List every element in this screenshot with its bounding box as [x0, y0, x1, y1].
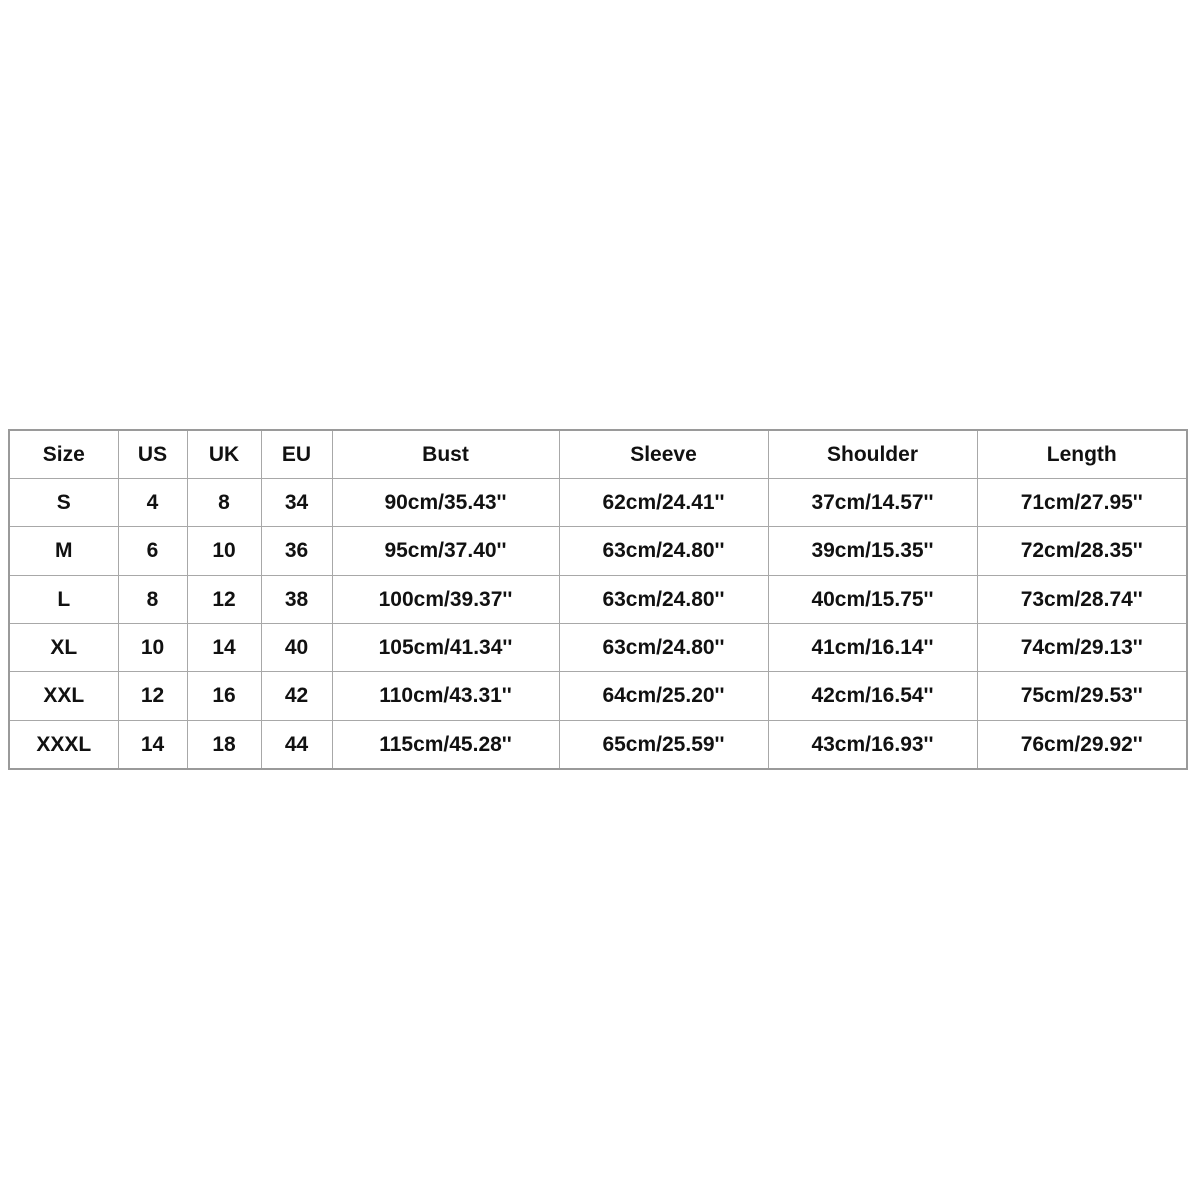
cell-length: 76cm/29.92'' [977, 720, 1187, 769]
header-size: Size [9, 430, 118, 479]
table-row [9, 527, 1187, 575]
cell-uk: 10 [187, 527, 261, 575]
cell-size: XXL [9, 672, 118, 720]
table-header-row [9, 430, 1187, 479]
cell-shoulder: 39cm/15.35'' [768, 527, 977, 575]
header-shoulder: Shoulder [768, 430, 977, 479]
cell-us: 14 [118, 720, 187, 769]
cell-bust: 90cm/35.43'' [332, 479, 559, 527]
header-us: US [118, 430, 187, 479]
cell-eu: 44 [261, 720, 332, 769]
header-bust: Bust [332, 430, 559, 479]
cell-bust: 95cm/37.40'' [332, 527, 559, 575]
cell-sleeve: 62cm/24.41'' [559, 479, 768, 527]
cell-length: 71cm/27.95'' [977, 479, 1187, 527]
cell-size: S [9, 479, 118, 527]
cell-sleeve: 63cm/24.80'' [559, 527, 768, 575]
cell-bust: 100cm/39.37'' [332, 575, 559, 623]
table-row [9, 479, 1187, 527]
header-sleeve: Sleeve [559, 430, 768, 479]
cell-eu: 38 [261, 575, 332, 623]
header-uk: UK [187, 430, 261, 479]
cell-bust: 115cm/45.28'' [332, 720, 559, 769]
cell-eu: 34 [261, 479, 332, 527]
cell-uk: 16 [187, 672, 261, 720]
cell-uk: 14 [187, 623, 261, 671]
cell-size: L [9, 575, 118, 623]
cell-us: 10 [118, 623, 187, 671]
header-eu: EU [261, 430, 332, 479]
cell-length: 74cm/29.13'' [977, 623, 1187, 671]
cell-size: M [9, 527, 118, 575]
cell-us: 12 [118, 672, 187, 720]
cell-shoulder: 43cm/16.93'' [768, 720, 977, 769]
cell-length: 75cm/29.53'' [977, 672, 1187, 720]
header-length: Length [977, 430, 1187, 479]
cell-sleeve: 63cm/24.80'' [559, 575, 768, 623]
cell-bust: 110cm/43.31'' [332, 672, 559, 720]
cell-uk: 18 [187, 720, 261, 769]
cell-shoulder: 41cm/16.14'' [768, 623, 977, 671]
cell-sleeve: 64cm/25.20'' [559, 672, 768, 720]
table-row [9, 623, 1187, 671]
cell-length: 72cm/28.35'' [977, 527, 1187, 575]
cell-shoulder: 42cm/16.54'' [768, 672, 977, 720]
cell-us: 4 [118, 479, 187, 527]
cell-eu: 40 [261, 623, 332, 671]
table-row [9, 672, 1187, 720]
cell-eu: 42 [261, 672, 332, 720]
table-row [9, 720, 1187, 769]
cell-uk: 12 [187, 575, 261, 623]
cell-us: 8 [118, 575, 187, 623]
cell-size: XXXL [9, 720, 118, 769]
cell-length: 73cm/28.74'' [977, 575, 1187, 623]
cell-uk: 8 [187, 479, 261, 527]
cell-bust: 105cm/41.34'' [332, 623, 559, 671]
cell-us: 6 [118, 527, 187, 575]
cell-eu: 36 [261, 527, 332, 575]
cell-size: XL [9, 623, 118, 671]
size-chart-table [8, 429, 1188, 770]
cell-shoulder: 40cm/15.75'' [768, 575, 977, 623]
cell-shoulder: 37cm/14.57'' [768, 479, 977, 527]
cell-sleeve: 63cm/24.80'' [559, 623, 768, 671]
cell-sleeve: 65cm/25.59'' [559, 720, 768, 769]
table-row [9, 575, 1187, 623]
